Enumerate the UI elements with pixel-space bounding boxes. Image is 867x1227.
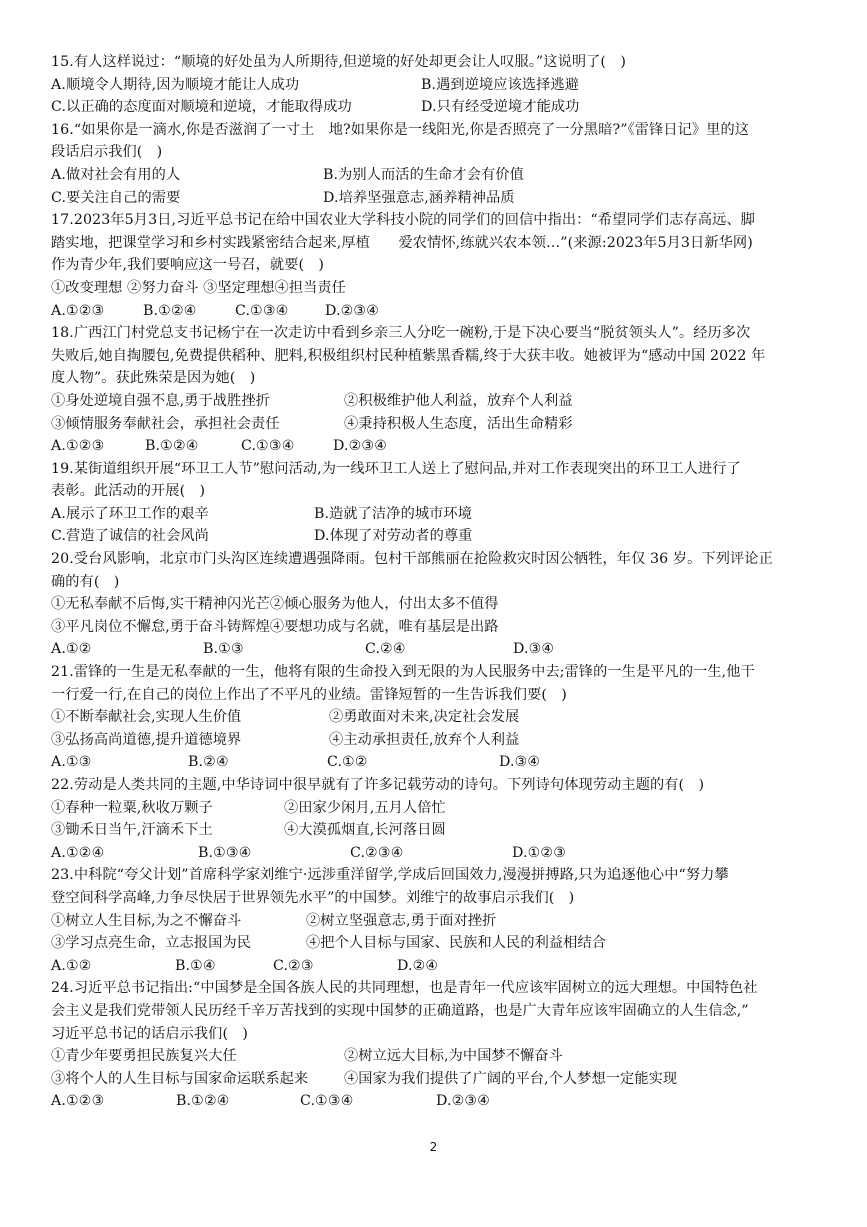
question-23 — [51, 864, 826, 977]
answer-option: C.以正确的态度面对顺境和逆境，才能取得成功 — [51, 99, 352, 116]
question-stem-line: 一行爱一行,在自己的岗位上作出了不平凡的业绩。雷锋短暂的一生告诉我们要( ) — [51, 686, 567, 703]
question-stem-line: 习近平总书记的话启示我们( ) — [51, 1025, 249, 1042]
option-row — [51, 187, 826, 210]
question-stem-line: 18.广西江门村党总支书记杨宁在一次走访中看到乡亲三人分吃一碗粉,于是下决心要当“脱贫领头人”。经历多次 — [51, 325, 751, 342]
answer-option: ④秉持积极人生态度，活出生命精彩 — [344, 415, 573, 432]
question-17 — [51, 209, 826, 322]
answer-option: A.①②④ — [51, 844, 105, 861]
question-stem-line: 15.有人这样说过：“顺境的好处虽为人所期待,但逆境的好处却更会让人叹服。”这说明了( ) — [51, 54, 626, 70]
answer-option: B.①③④ — [198, 844, 252, 861]
answer-option: A.①② — [51, 957, 92, 974]
answer-option: B.②④ — [188, 754, 229, 771]
question-stem-line: ①无私奉献不后悔,实干精神闪光芒②倾心服务为他人，付出太多不值得 — [51, 596, 499, 613]
question-stem-line: 17.2023年5月3日,习近平总书记在给中国农业大学科技小院的同学们的回信中指出：“希望同学们志存高远、脚 — [51, 212, 755, 229]
option-row — [51, 164, 826, 187]
question-stem-line: 失败后,她自掏腰包,免费提供稻种、肥料,积极组织村民种植紫黑香糯,终于大获丰收。她被评为“感动中国 2022 年 — [51, 347, 766, 364]
answer-option: D.③④ — [513, 641, 555, 658]
option-row — [51, 910, 826, 933]
option-row — [51, 74, 826, 97]
question-stem-line: 度人物”。获此殊荣是因为她( ) — [51, 370, 256, 387]
answer-option: ①青少年要勇担民族复兴大任 — [51, 1048, 237, 1065]
answer-option: A.①②③ — [51, 302, 105, 319]
answer-option: C.①③④ — [241, 438, 295, 455]
answer-option: A.①②③ — [51, 1093, 105, 1110]
page-number: 2 — [429, 1140, 438, 1154]
answer-option: C.①③④ — [235, 302, 289, 319]
option-row — [51, 300, 826, 323]
option-row — [51, 1090, 826, 1113]
question-stem-line: 踏实地，把课堂学习和乡村实践紧密结合起来,厚植 爱农情怀,练就兴农本领…”(来源:2023年5月3日新华网) — [51, 234, 753, 251]
answer-option: D.体现了对劳动者的尊重 — [314, 528, 473, 545]
option-row — [51, 729, 826, 752]
question-21 — [51, 661, 826, 774]
option-row — [51, 503, 826, 526]
answer-option: ④把个人目标与国家、民族和人民的利益相结合 — [306, 935, 607, 952]
option-row — [51, 96, 826, 119]
answer-option: ③倾情服务奉献社会，承担社会责任 — [51, 415, 280, 432]
option-row — [51, 638, 826, 661]
option-row — [51, 435, 826, 458]
question-stem-line: ③平凡岗位不懈怠,勇于奋斗铸辉煌④要想功成与名就，唯有基层是出路 — [51, 618, 499, 635]
answer-option: B.为别人而活的生命才会有价值 — [323, 166, 524, 183]
question-24 — [51, 977, 826, 1113]
question-stem-line: 24.习近平总书记指出:“中国梦是全国各族人民的共同理想，也是青年一代应该牢固树立的远大理想。中国特色社 — [51, 980, 758, 997]
question-stem-line: 20.受台风影响，北京市门头沟区连续遭遇强降雨。包村干部熊丽在抢险救灾时因公牺牲，年仅 36 岁。下列评论正 — [51, 551, 773, 568]
answer-option: B.①④ — [175, 957, 216, 974]
option-row — [51, 819, 826, 842]
question-stem-line: 登空间科学高峰,力争尽快居于世界领先水平”的中国梦。刘维宁的故事启示我们( ) — [51, 889, 575, 906]
answer-option: B.①②④ — [176, 1093, 230, 1110]
answer-option: C.营造了诚信的社会风尚 — [51, 528, 209, 545]
option-row — [51, 932, 826, 955]
question-stem-line: 表彰。此活动的开展( ) — [51, 483, 206, 500]
answer-option: D.②④ — [397, 957, 439, 974]
answer-option: D.②③④ — [325, 302, 380, 319]
answer-option: C.①③④ — [300, 1093, 354, 1110]
question-19 — [51, 458, 826, 548]
question-stem-line: ①改变理想 ②努力奋斗 ③坚定理想④担当责任 — [51, 279, 346, 296]
answer-option: A.顺境令人期待,因为顺境才能让人成功 — [51, 76, 300, 93]
answer-option: ③弘扬高尚道德,提升道德境界 — [51, 731, 242, 748]
answer-option: D.只有经受逆境才能成功 — [421, 99, 580, 116]
answer-option: ③学习点亮生命，立志报国为民 — [51, 935, 252, 952]
answer-option: D.培养坚强意志,涵养精神品质 — [323, 189, 515, 206]
question-stem-line: 16.“如果你是一滴水,你是否滋润了一寸土 地?如果你是一线阳光,你是否照亮了一分黑暗?”《雷锋日记》里的这 — [51, 121, 750, 138]
answer-option: D.③④ — [499, 754, 541, 771]
option-row — [51, 955, 826, 978]
answer-option: B.①②④ — [145, 438, 199, 455]
option-row — [51, 842, 826, 865]
answer-option: C.①② — [327, 754, 368, 771]
answer-option: ②田家少闲月,五月人倍忙 — [284, 799, 446, 816]
question-15 — [51, 51, 826, 119]
answer-option: B.①②④ — [143, 302, 197, 319]
question-stem-line: 21.雷锋的一生是无私奉献的一生，他将有限的生命投入到无限的为人民服务中去;雷锋的一生是平凡的一生,他干 — [51, 664, 755, 681]
question-stem-line: 会主义是我们党带领人民历经千辛万苦找到的实现中国梦的正确道路，也是广大青年应该牢固确立的人生信念,” — [51, 1002, 749, 1019]
answer-option: ①身处逆境自强不息,勇于战胜挫折 — [51, 392, 270, 409]
question-list — [51, 51, 826, 1113]
question-stem-line: 段话启示我们( ) — [51, 144, 163, 161]
question-stem-line: 23.中科院“夸父计划”首席科学家刘维宁·远涉重洋留学,学成后回国效力,漫漫拼搏路,只为追逐他心中“努力攀 — [51, 867, 729, 884]
answer-option: ①树立人生目标,为之不懈奋斗 — [51, 912, 242, 929]
option-row — [51, 797, 826, 820]
question-22 — [51, 774, 826, 864]
answer-option: C.②④ — [365, 641, 406, 658]
answer-option: D.②③④ — [436, 1093, 491, 1110]
option-row — [51, 525, 826, 548]
question-stem-line: 确的有( ) — [51, 573, 120, 590]
answer-option: B.遇到逆境应该选择逃避 — [421, 76, 580, 93]
answer-option: ③将个人的人生目标与国家命运联系起来 — [51, 1070, 309, 1087]
answer-option: A.做对社会有用的人 — [51, 166, 181, 183]
question-stem-line: 19.某街道组织开展“环卫工人节”慰问活动,为一线环卫工人送上了慰问品,并对工作表现突出的环卫工人进行了 — [51, 460, 741, 477]
question-stem-line: 22.劳动是人类共同的主题,中华诗词中很早就有了许多记载劳动的诗句。下列诗句体现劳动主题的有( ) — [51, 777, 705, 793]
answer-option: D.②③④ — [333, 438, 388, 455]
answer-option: A.①② — [51, 641, 92, 658]
option-row — [51, 390, 826, 413]
answer-option: B.①③ — [203, 641, 244, 658]
option-row — [51, 751, 826, 774]
option-row — [51, 413, 826, 436]
answer-option: ①春种一粒粟,秋收万颗子 — [51, 799, 213, 816]
answer-option: C.②③④ — [350, 844, 404, 861]
answer-option: ②勇敢面对未来,决定社会发展 — [329, 709, 520, 726]
question-stem-line: 作为青少年,我们要响应这一号召，就要( ) — [51, 257, 325, 274]
answer-option: C.要关注自己的需要 — [51, 189, 181, 206]
answer-option: ④大漠孤烟直,长河落日圆 — [284, 822, 446, 839]
question-20 — [51, 548, 826, 661]
answer-option: ④国家为我们提供了广阔的平台,个人梦想一定能实现 — [344, 1070, 678, 1087]
answer-option: C.②③ — [273, 957, 314, 974]
answer-option: ②树立远大目标,为中国梦不懈奋斗 — [344, 1048, 563, 1065]
option-row — [51, 1045, 826, 1068]
answer-option: A.展示了环卫工作的艰辛 — [51, 505, 209, 522]
question-18 — [51, 322, 826, 458]
answer-option: ②积极维护他人利益，放弃个人利益 — [344, 392, 573, 409]
answer-option: B.造就了洁净的城市环境 — [314, 505, 473, 522]
question-16 — [51, 119, 826, 209]
answer-option: A.①③ — [51, 754, 92, 771]
answer-option: A.①②③ — [51, 438, 105, 455]
answer-option: ①不断奉献社会,实现人生价值 — [51, 709, 242, 726]
answer-option: ④主动承担责任,放弃个人利益 — [329, 731, 520, 748]
answer-option: D.①②③ — [512, 844, 567, 861]
answer-option: ③锄禾日当午,汗滴禾下土 — [51, 822, 213, 839]
option-row — [51, 706, 826, 729]
answer-option: ②树立坚强意志,勇于面对挫折 — [306, 912, 497, 929]
option-row — [51, 1068, 826, 1091]
